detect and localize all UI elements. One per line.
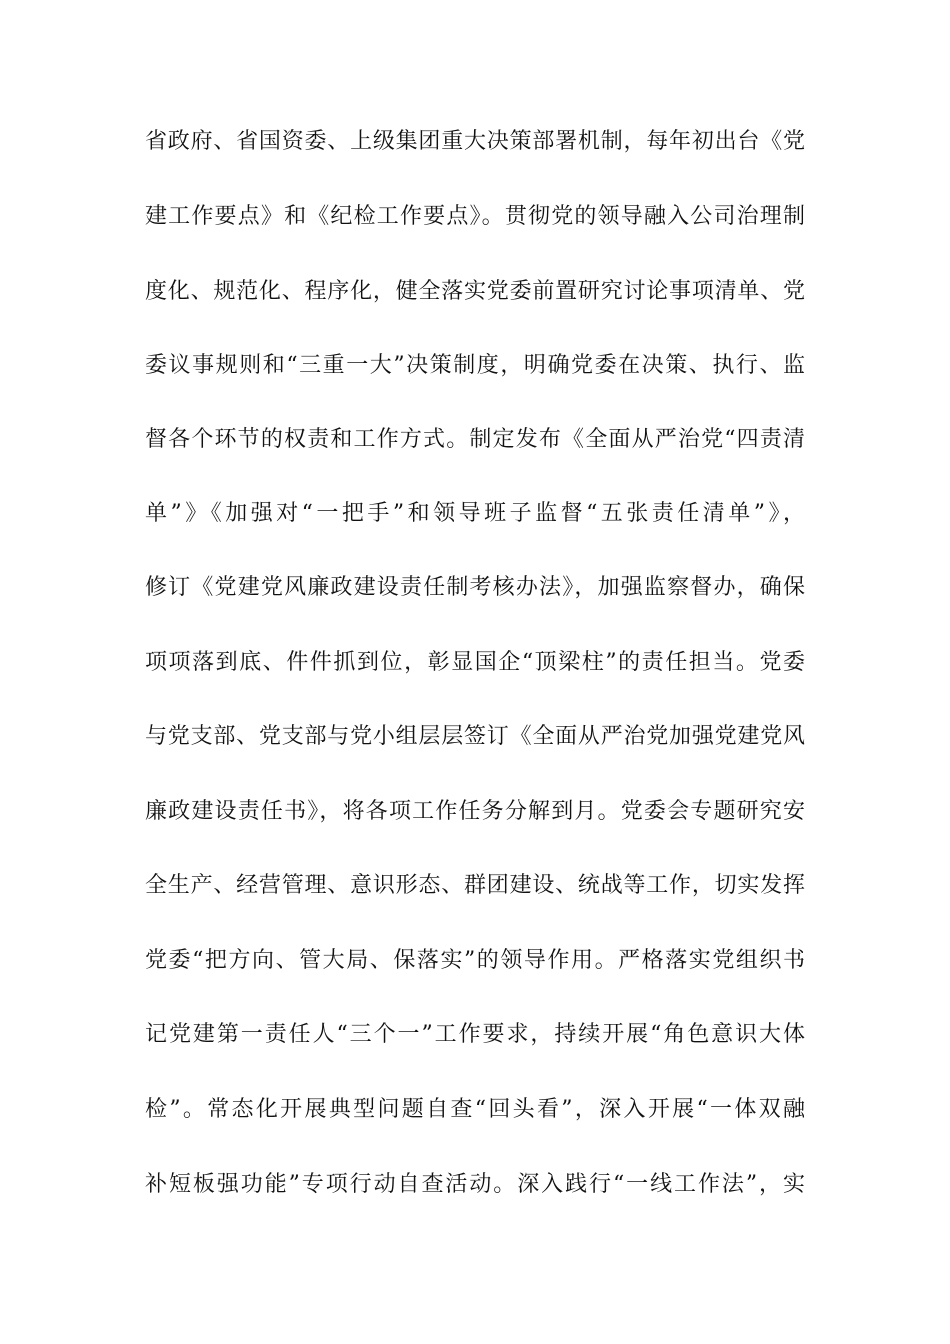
body-text-line: 度化、规范化、程序化，健全落实党委前置研究讨论事项清单、党 bbox=[145, 279, 805, 304]
body-text-line: 全生产、经营管理、意识形态、群团建设、统战等工作，切实发挥 bbox=[145, 873, 805, 898]
body-text-line: 单”》《加强对“一把手”和领导班子监督“五张责任清单”》， bbox=[145, 501, 805, 526]
body-text-line: 与党支部、党支部与党小组层层签订《全面从严治党加强党建党风 bbox=[145, 724, 805, 749]
body-text-line: 补短板强功能”专项行动自查活动。深入践行“一线工作法”，实 bbox=[145, 1172, 805, 1197]
body-text-line: 项项落到底、件件抓到位，彰显国企“顶梁柱”的责任担当。党委 bbox=[145, 650, 805, 675]
body-text-line: 委议事规则和“三重一大”决策制度，明确党委在决策、执行、监 bbox=[145, 353, 805, 378]
body-text-line: 党委“把方向、管大局、保落实”的领导作用。严格落实党组织书 bbox=[145, 948, 805, 973]
body-text-line: 廉政建设责任书》，将各项工作任务分解到月。党委会专题研究安 bbox=[145, 799, 805, 824]
body-text-line: 检”。常态化开展典型问题自查“回头看”，深入开展“一体双融 bbox=[145, 1097, 805, 1122]
body-text-line: 省政府、省国资委、上级集团重大决策部署机制，每年初出台《党 bbox=[145, 129, 805, 154]
body-text-line: 记党建第一责任人“三个一”工作要求，持续开展“角色意识大体 bbox=[145, 1022, 805, 1047]
body-text-line: 建工作要点》和《纪检工作要点》。贯彻党的领导融入公司治理制 bbox=[145, 204, 805, 229]
body-text-line: 修订《党建党风廉政建设责任制考核办法》，加强监察督办，确保 bbox=[145, 575, 805, 600]
body-text-line: 督各个环节的权责和工作方式。制定发布《全面从严治党“四责清 bbox=[145, 427, 805, 452]
